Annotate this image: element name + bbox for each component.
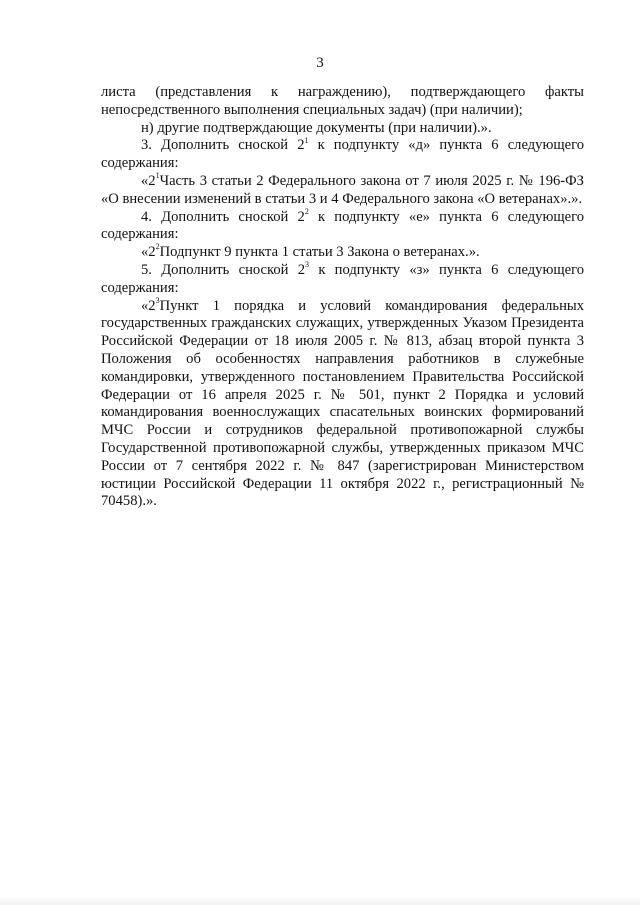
paragraph-amendment-5 xyxy=(101,262,584,298)
footnote-marker: 2 xyxy=(155,242,160,252)
amendment-5-text: 5. Дополнить сноской 2 xyxy=(141,261,306,278)
footnote-text-3 xyxy=(101,295,584,512)
amendment-3-text: 3. Дополнить сноской 2 xyxy=(141,137,305,154)
footnote-marker: 3 xyxy=(305,260,310,270)
paragraph-continuation: листа (представления к награждению), подтверждающего факты непосредственного выполнения специальных задач) (при наличии); xyxy=(101,84,584,118)
paragraph-amendment-4 xyxy=(101,206,584,245)
footnote-2-body: Подпункт 9 пункта 1 статьи 3 Закона о ветеранах.». xyxy=(159,244,480,261)
document-body xyxy=(101,84,584,511)
paragraph-item-n: н) другие подтверждающие документы (при наличии).». xyxy=(141,119,492,136)
amendment-4-text: 4. Дополнить сноской 2 xyxy=(141,208,305,225)
footnote-marker: 1 xyxy=(304,135,309,145)
page-number: 3 xyxy=(316,55,324,71)
footnote-marker: 1 xyxy=(155,171,160,181)
footnote-3-body: Пункт 1 порядка и условий командирования федеральных государственных гражданских служащих, утвержденных Указом Президента Российской Федерации от 18 июля 2005 г. № 813, абзац второй пункта 3 Положения об особенностях направления работников в служебные командировки, утвержденного постановлением Правительства Российской Федерации от 16 апреля 2025 г. № 501, пункт 2 Порядка и условий командирования военнослужащих спасательных воинских формирований МЧС России и сотрудников федеральной противопожарной службы Государственной противопожарной службы, утвержденных приказом МЧС России от 7 сентября 2022 г. № 847 (зарегистрирован Министерством юстиции Российской Федерации 11 октября 2022 г., регистрационный № 70458).». xyxy=(101,297,584,510)
footnote-marker: 2 xyxy=(304,206,309,216)
footnote-text-1 xyxy=(101,173,584,209)
footnote-marker: 3 xyxy=(155,295,160,305)
amendment-5-text-cont: к подпункту «з» пункта 6 следующего содержания: xyxy=(101,261,584,296)
footnote-text-2 xyxy=(101,244,584,262)
footnote-1-body: Часть 3 статьи 2 Федерального закона от 7 июля 2025 г. № 196-ФЗ «О внесении изменений в статьи 3 и 4 Федерального закона «О ветеранах».». xyxy=(101,172,584,207)
amendment-3-text-cont: к подпункту «д» пункта 6 следующего содержания: xyxy=(101,137,585,172)
footnote-3-open: «2 xyxy=(141,297,156,314)
footnote-1-open: «2 xyxy=(141,172,156,189)
amendment-4-text-cont: к подпункту «е» пункта 6 следующего содержания: xyxy=(101,208,584,243)
paragraph-amendment-3 xyxy=(101,137,584,173)
scan-bottom-edge xyxy=(0,897,640,905)
footnote-2-open: «2 xyxy=(141,244,156,261)
